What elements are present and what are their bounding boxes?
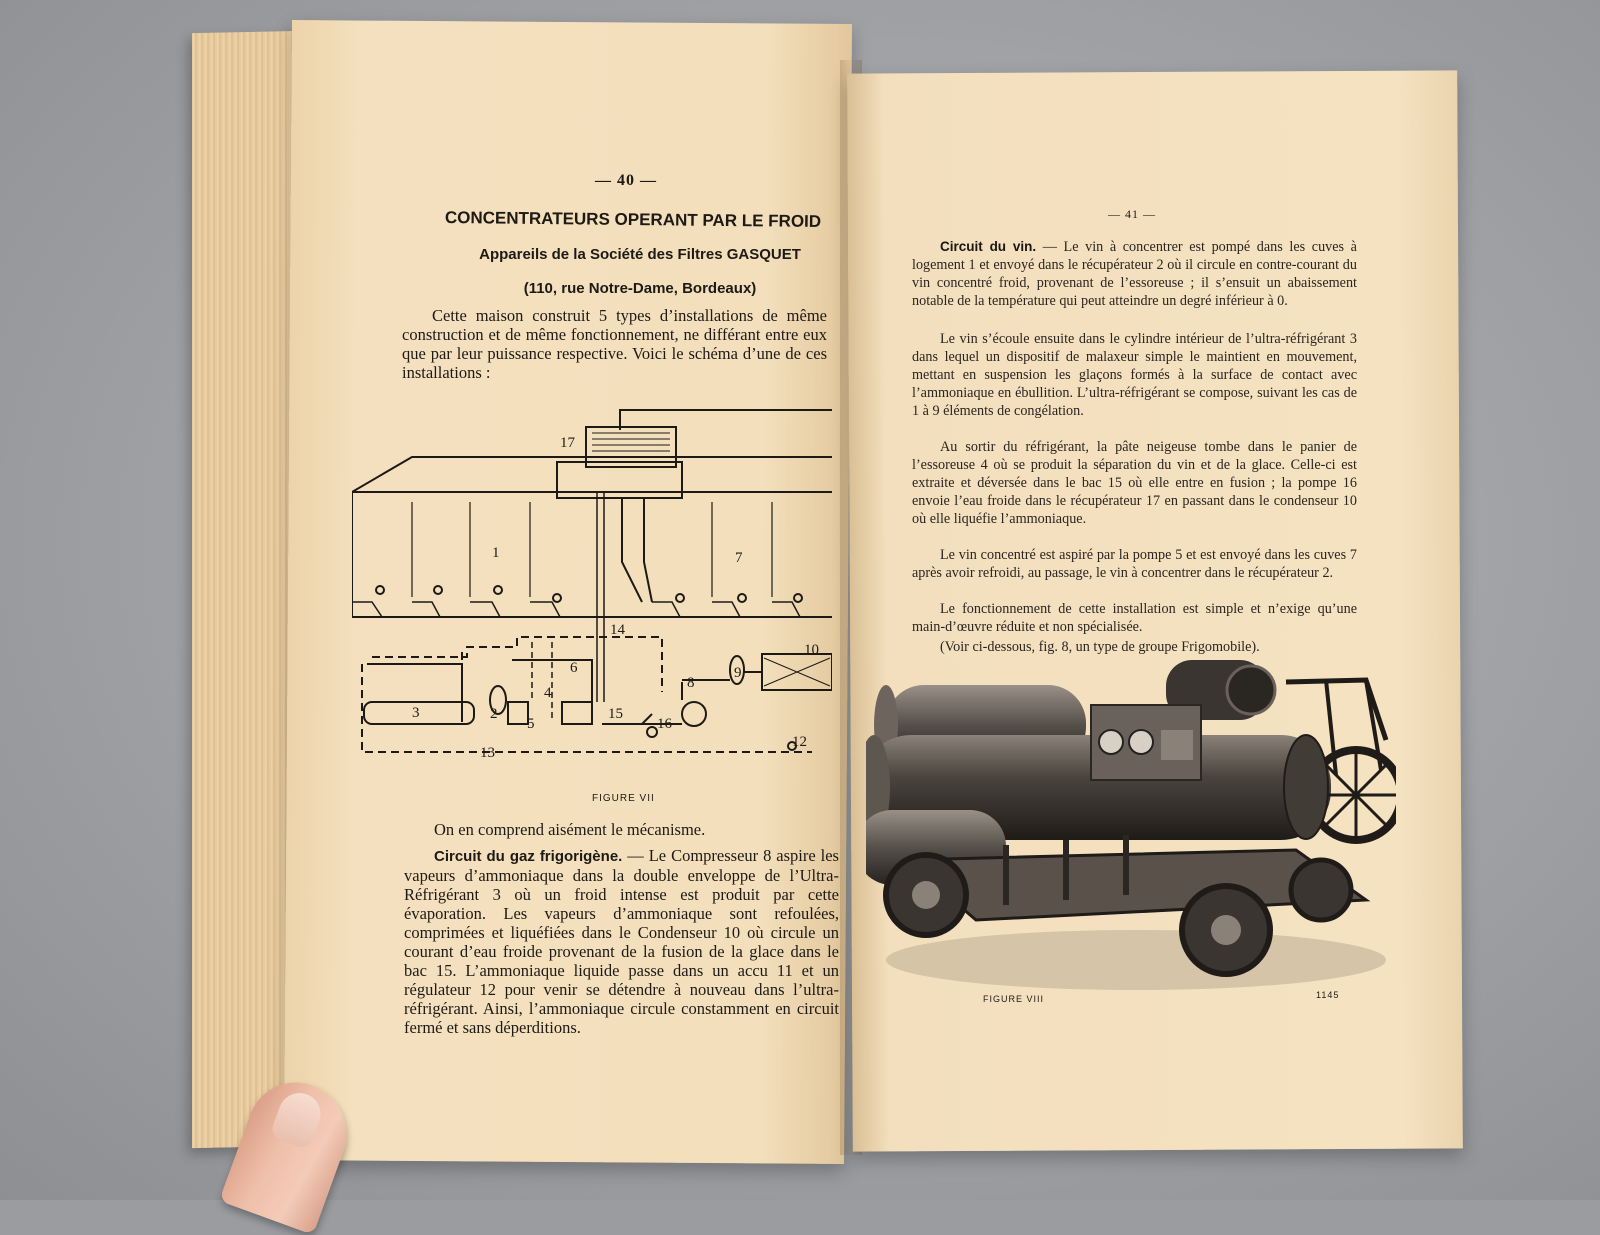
wine-circuit-paragraph xyxy=(912,238,1357,310)
compressor-8 xyxy=(682,702,706,726)
diagram-label-10: 10 xyxy=(804,642,819,658)
gas-circuit-text: — Le Compresseur 8 aspire les vapeurs d’ammoniaque dans la double enveloppe de l’Ultra-Réfrigérant 3 où un froid intense est produit par cette évaporation. Les vapeurs d’ammoniaque sont refoulées, comprimées et liquéfiées dans le Condenseur 10 où circule un courant d’eau froide provenant de la fusion de la glace dans le bac 15. L’ammoniaque liquide passe dans un accu 11 et un régulateur 12 pour venir se détendre à nouveau dans l’ultra-réfrigérant. Ainsi, l’ammoniaque circule constamment en circuit fermé et sans déperditions. xyxy=(404,846,839,1037)
intro-paragraph: Cette maison construit 5 types d’installations de même construction et de même fonctionnement, ne différant entre eux que par leur puissance respective. Voici le schéma d’une de ces installations : xyxy=(402,306,827,382)
subtitle: Appareils de la Société des Filtres GASQUET xyxy=(479,246,801,263)
left-page-number: — 40 — xyxy=(595,172,657,189)
thumbnail xyxy=(269,1087,326,1150)
paragraph-concentrated-wine: Le vin concentré est aspiré par la pompe 5 et est envoyé dans les cuves 7 après avoir refroidi, au passage, le vin à concentrer dans le récupérateur 2. xyxy=(912,547,1357,581)
right-page-number: — 41 — xyxy=(1108,207,1156,221)
diagram-label-8: 8 xyxy=(687,675,695,691)
page-title: CONCENTRATEURS OPERANT PAR LE FROID xyxy=(444,208,822,231)
diagram-label-15: 15 xyxy=(608,706,623,722)
diagram-label-2: 2 xyxy=(490,706,498,722)
diagram-label-7: 7 xyxy=(735,550,743,566)
diagram-label-9: 9 xyxy=(734,665,742,681)
diagram-label-16: 16 xyxy=(657,716,672,732)
paragraph-operation: Le fonctionnement de cette installation est simple et n’exige qu’une main-d’œuvre réduite et non spécialisée. xyxy=(912,601,1357,635)
plate-number: 1145 xyxy=(1316,990,1340,1000)
figure-viii-illustration xyxy=(866,660,1396,1000)
wine-circuit-heading: Circuit du vin. xyxy=(940,239,1037,254)
wheel-rear-right xyxy=(1291,860,1351,920)
unit-4 xyxy=(508,702,528,724)
diagram-label-3: 3 xyxy=(412,705,420,721)
wine-circuit-text: — Le vin à concentrer est pompé dans les cuves à logement 1 et envoyé dans le récupérateur 2 où il circule en contre-courant du vin concentré froid, provenant de l’essoreuse ; il s’ensuit un abaissement notable de la température qui peut atteindre un degré inférieur à 0. xyxy=(912,239,1357,309)
paragraph-essoreuse: Au sortir du réfrigérant, la pâte neigeuse tombe dans le panier de l’essoreuse 4 où se produit la séparation du vin et de la glace. Celle-ci est extraite et déversée dans le bac 15 où elle entre en fusion ; la pompe 16 envoie l’eau froide dans le récupérateur 17 en passant dans le condenseur 10 où elle liquéfie l’ammoniaque. xyxy=(912,439,1357,527)
diagram-label-13: 13 xyxy=(480,745,495,761)
unit-15 xyxy=(562,702,592,724)
paragraph-ultra-refrigerant: Le vin s’écoule ensuite dans le cylindre intérieur de l’ultra-réfrigérant 3 dans lequel un dispositif de malaxeur simple le maintient en mouvement, mettant en suspension les glaçons formés à la surface de contact avec l’ammoniaque en ébullition. L’ultra-réfrigérant se compose, suivant les cas de 1 à 9 éléments de congélation. xyxy=(912,331,1357,419)
diagram-label-4: 4 xyxy=(544,685,552,701)
mechanism-line: On en comprend aisément le mécanisme. xyxy=(434,820,706,839)
diagram-label-14: 14 xyxy=(610,622,625,638)
gas-circuit-paragraph xyxy=(404,846,839,1037)
figure-viii-caption: FIGURE VIII xyxy=(983,994,1045,1004)
diagram-label-5: 5 xyxy=(527,716,535,732)
diagram-label-12: 12 xyxy=(792,734,807,750)
gas-circuit-heading: Circuit du gaz frigorigène. xyxy=(434,848,623,865)
address: (110, rue Notre-Dame, Bordeaux) xyxy=(523,280,757,297)
diagram-label-6: 6 xyxy=(570,660,578,676)
diagram-label-1: 1 xyxy=(492,545,500,561)
paragraph-see-figure: (Voir ci-dessous, fig. 8, un type de groupe Frigomobile). xyxy=(940,639,1260,655)
diagram-label-17: 17 xyxy=(560,435,575,451)
figure-vii-diagram xyxy=(352,402,832,782)
figure-vii-caption: FIGURE VII xyxy=(592,793,655,804)
